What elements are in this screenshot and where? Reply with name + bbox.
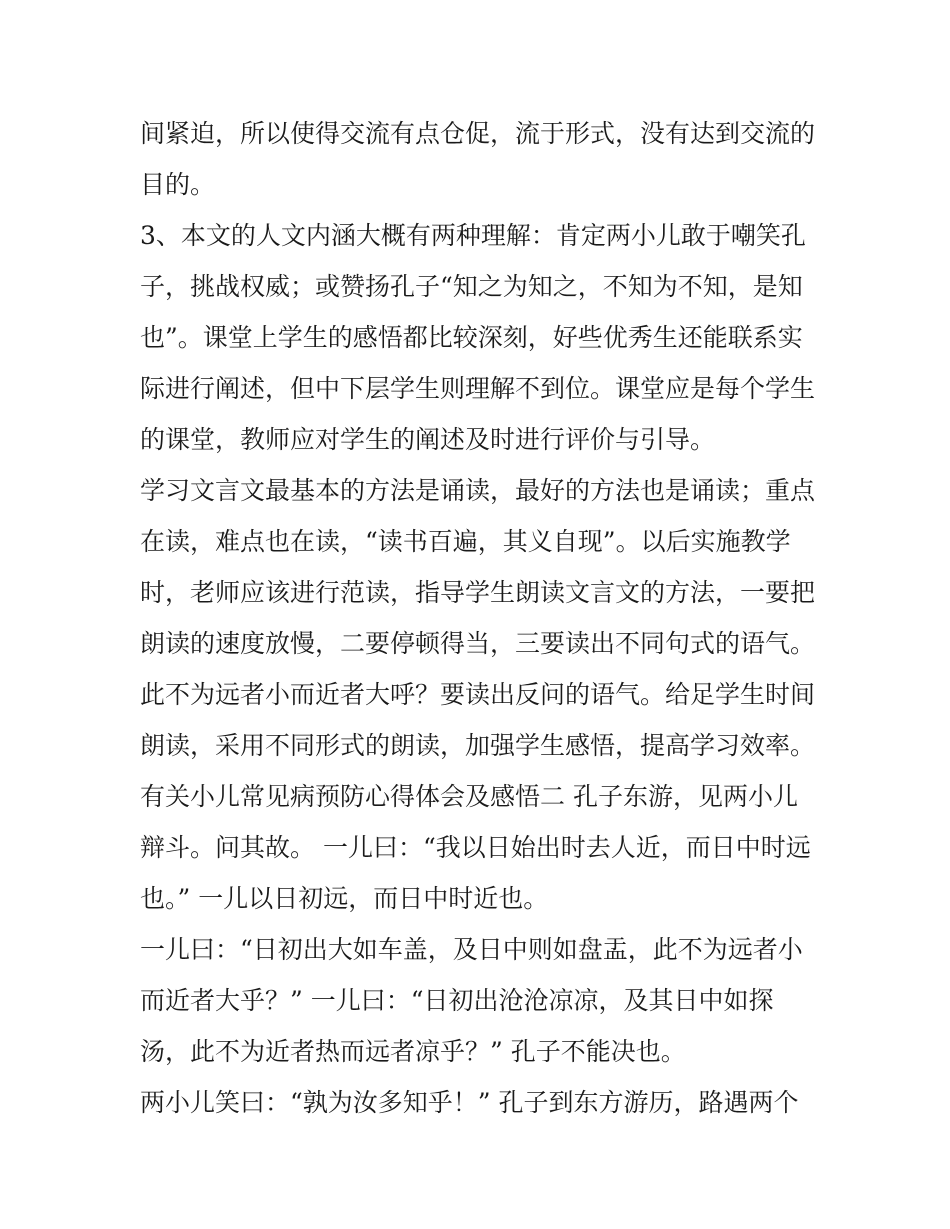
text-line: 两小儿笑曰：“孰为汝多知乎！” 孔子到东方游历，路遇两个 [140, 1088, 799, 1117]
text-line: 而近者大乎？” 一儿曰：“日初出沧沧凉凉，及其日中如探 [140, 986, 774, 1015]
text-line: 学习文言文最基本的方法是诵读，最好的方法也是诵读；重点 [140, 476, 816, 505]
text-line: 汤，此不为近者热而远者凉乎？” 孔子不能决也。 [140, 1037, 686, 1066]
text-line: 也。” 一儿以日初远，而日中时近也。 [140, 884, 549, 913]
text-line: 朗读的速度放慢，二要停顿得当，三要读出不同句式的语气。 [140, 629, 816, 658]
text-line: 也”。课堂上学生的感悟都比较深刻，好些优秀生还能联系实 [140, 323, 803, 352]
text-line: 有关小儿常见病预防心得体会及感悟二 孔子东游，见两小儿 [140, 782, 798, 811]
text-line: 目的。 [140, 170, 216, 199]
text-line: 此不为远者小而近者大呼？要读出反问的语气。给足学生时间 [140, 680, 816, 709]
text-line: 一儿曰：“日初出大如车盖，及日中则如盘盂，此不为远者小 [140, 935, 803, 964]
body-text [140, 108, 820, 1128]
text-line: 子，挑战权威；或赞扬孔子“知之为知之，不知为不知，是知 [140, 272, 803, 301]
text-line: 间紧迫，所以使得交流有点仓促，流于形式，没有达到交流的 [140, 119, 816, 148]
text-line: 朗读，采用不同形式的朗读，加强学生感悟，提高学习效率。 [140, 731, 816, 760]
text-line: 的课堂，教师应对学生的阐述及时进行评价与引导。 [140, 425, 716, 454]
text-line: 时，老师应该进行范读，指导学生朗读文言文的方法，一要把 [140, 578, 816, 607]
text-line: 在读，难点也在读，“读书百遍，其义自现”。以后实施教学 [140, 527, 791, 556]
text-line: 际进行阐述，但中下层学生则理解不到位。课堂应是每个学生 [140, 374, 816, 403]
text-line: 3、本文的人文内涵大概有两种理解：肯定两小儿敢于嘲笑孔 [140, 221, 806, 250]
text-line: 辩斗。问其故。 一儿曰：“我以日始出时去人近，而日中时远 [140, 833, 811, 862]
